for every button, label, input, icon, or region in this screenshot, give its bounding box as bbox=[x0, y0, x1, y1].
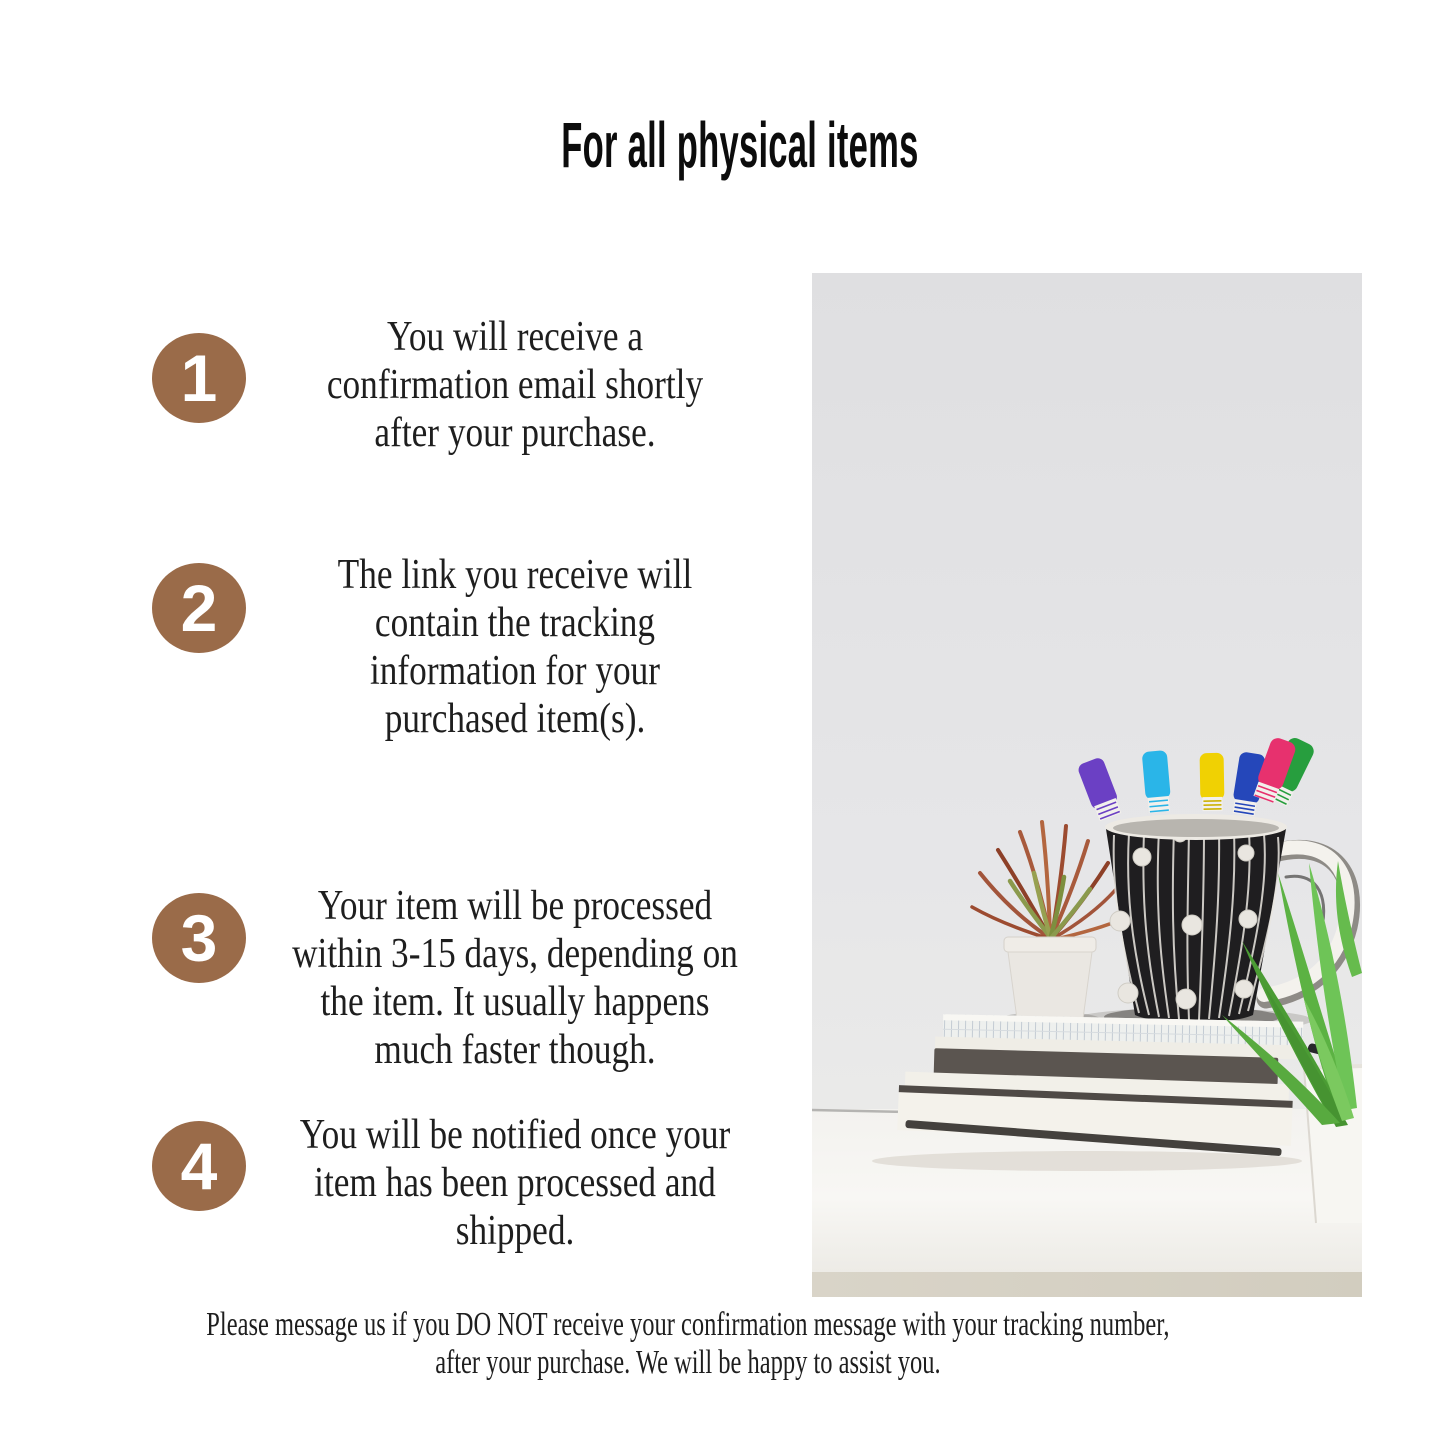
step-4-badge bbox=[152, 1121, 246, 1211]
step-4-number: 4 bbox=[180, 1129, 218, 1203]
wall-desk-line bbox=[812, 1110, 908, 1112]
step-4-text bbox=[255, 1111, 776, 1255]
step-1-number: 1 bbox=[180, 341, 218, 415]
page-title-text: For all physical items bbox=[560, 109, 919, 181]
footer-line-1: Please message us if you DO NOT receive your confirmation message with your tracking number, bbox=[206, 1306, 1170, 1343]
step-3-line-1: Your item will be processed bbox=[317, 883, 713, 929]
step-2-line-3: information for your bbox=[369, 648, 661, 694]
step-4-line-2: item has been processed and bbox=[314, 1160, 716, 1206]
marker-purple bbox=[1077, 756, 1124, 822]
footer-line-2: after your purchase. We will be happy to assist you. bbox=[435, 1344, 941, 1381]
step-2-number: 2 bbox=[180, 571, 218, 645]
marker-cyan bbox=[1142, 750, 1172, 813]
step-2-text bbox=[255, 551, 776, 743]
footer-note-text bbox=[206, 1306, 1169, 1382]
photo-art bbox=[812, 273, 1362, 1297]
step-1-badge bbox=[152, 333, 246, 423]
step-4-line-1: You will be notified once your bbox=[299, 1112, 731, 1158]
step-2-badge bbox=[152, 563, 246, 653]
air-plant bbox=[972, 822, 1122, 1019]
desk-photo bbox=[812, 273, 1362, 1297]
mug-interior bbox=[1113, 819, 1279, 837]
footer-note bbox=[0, 1306, 1376, 1382]
step-3-line-4: much faster though. bbox=[374, 1027, 656, 1073]
step-2-line-4: purchased item(s). bbox=[384, 696, 646, 742]
step-1-line-2: confirmation email shortly bbox=[326, 362, 704, 408]
step-1-text bbox=[255, 313, 776, 457]
step-1-line-3: after your purchase. bbox=[374, 410, 656, 456]
step-3-number: 3 bbox=[180, 901, 218, 975]
step-3-line-3: the item. It usually happens bbox=[320, 979, 710, 1025]
step-2-line-1: The link you receive will bbox=[337, 552, 693, 598]
step-1-line-1: You will receive a bbox=[386, 314, 644, 360]
step-2-line-2: contain the tracking bbox=[374, 600, 656, 646]
step-4-line-3: shipped. bbox=[455, 1208, 575, 1254]
step-3-badge bbox=[152, 893, 246, 983]
marker-yellow bbox=[1200, 753, 1225, 811]
page-title bbox=[0, 109, 1445, 181]
step-3-text bbox=[255, 882, 776, 1074]
step-3-line-2: within 3-15 days, depending on bbox=[292, 931, 738, 977]
